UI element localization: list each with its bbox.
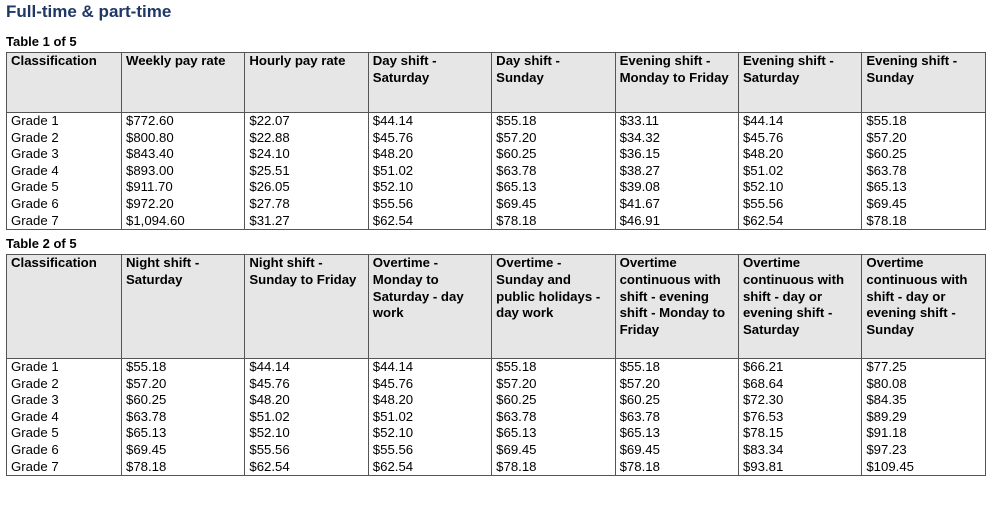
table-cell: Grade 2 bbox=[7, 130, 122, 147]
table-cell: $48.20 bbox=[738, 146, 861, 163]
table-cell: $77.25 bbox=[862, 359, 985, 376]
table-cell: $57.20 bbox=[122, 376, 245, 393]
table-cell: $55.18 bbox=[492, 113, 615, 130]
table-cell: $57.20 bbox=[862, 130, 985, 147]
table-cell: Grade 4 bbox=[7, 163, 122, 180]
table-row bbox=[7, 459, 986, 476]
table-cell: $69.45 bbox=[122, 442, 245, 459]
column-header-night-shift-saturday: Night shift - Saturday bbox=[122, 255, 245, 359]
table-cell: $65.13 bbox=[492, 179, 615, 196]
column-header-overtime-evening-weekday: Overtime continuous with shift - evening shift - Monday to Friday bbox=[615, 255, 738, 359]
table-cell: $44.14 bbox=[368, 113, 491, 130]
table-cell: $69.45 bbox=[492, 196, 615, 213]
table-cell: $65.13 bbox=[492, 425, 615, 442]
table-cell: $78.18 bbox=[492, 459, 615, 476]
column-header-overtime-sunday: Overtime continuous with shift - day or evening shift - Sunday bbox=[862, 255, 985, 359]
table-cell: Grade 1 bbox=[7, 359, 122, 376]
table-row bbox=[7, 425, 986, 442]
column-header-night-shift-sunday-to-friday: Night shift - Sunday to Friday bbox=[245, 255, 368, 359]
table-cell: Grade 7 bbox=[7, 459, 122, 476]
table-row bbox=[7, 392, 986, 409]
table-cell: $48.20 bbox=[368, 146, 491, 163]
table-cell: $76.53 bbox=[738, 409, 861, 426]
table-row bbox=[7, 113, 986, 130]
table-cell: $51.02 bbox=[245, 409, 368, 426]
table-cell: $62.54 bbox=[245, 459, 368, 476]
table-cell: Grade 2 bbox=[7, 376, 122, 393]
table-cell: $55.56 bbox=[368, 442, 491, 459]
table-cell: $68.64 bbox=[738, 376, 861, 393]
table-cell: $109.45 bbox=[862, 459, 985, 476]
table-cell: $55.56 bbox=[368, 196, 491, 213]
table-row bbox=[7, 409, 986, 426]
table-cell: $52.10 bbox=[368, 179, 491, 196]
column-header-evening-shift-weekday: Evening shift - Monday to Friday bbox=[615, 53, 738, 113]
column-header-day-shift-saturday: Day shift - Saturday bbox=[368, 53, 491, 113]
table-cell: $48.20 bbox=[245, 392, 368, 409]
table-cell: $93.81 bbox=[738, 459, 861, 476]
table-cell: $46.91 bbox=[615, 213, 738, 230]
table-cell: $52.10 bbox=[245, 425, 368, 442]
table-cell: $62.54 bbox=[368, 213, 491, 230]
column-header-overtime-sun-holidays-day: Overtime - Sunday and public holidays - day work bbox=[492, 255, 615, 359]
table-cell: $78.18 bbox=[122, 459, 245, 476]
table-cell: $55.18 bbox=[122, 359, 245, 376]
table-cell: $69.45 bbox=[862, 196, 985, 213]
table-cell: Grade 3 bbox=[7, 146, 122, 163]
table-cell: $57.20 bbox=[615, 376, 738, 393]
table-cell: $60.25 bbox=[492, 146, 615, 163]
table-cell: $39.08 bbox=[615, 179, 738, 196]
table-cell: $26.05 bbox=[245, 179, 368, 196]
table-cell: Grade 3 bbox=[7, 392, 122, 409]
pay-rates-table-2 bbox=[6, 254, 986, 476]
table-cell: $55.56 bbox=[245, 442, 368, 459]
table-cell: $33.11 bbox=[615, 113, 738, 130]
table-cell: $84.35 bbox=[862, 392, 985, 409]
table-cell: $1,094.60 bbox=[122, 213, 245, 230]
table-cell: $78.18 bbox=[492, 213, 615, 230]
table-cell: $22.88 bbox=[245, 130, 368, 147]
table-cell: $55.56 bbox=[738, 196, 861, 213]
table-cell: $911.70 bbox=[122, 179, 245, 196]
table-cell: $893.00 bbox=[122, 163, 245, 180]
table-cell: $62.54 bbox=[738, 213, 861, 230]
table-cell: $97.23 bbox=[862, 442, 985, 459]
table-cell: Grade 5 bbox=[7, 425, 122, 442]
table-cell: $27.78 bbox=[245, 196, 368, 213]
column-header-evening-shift-sunday: Evening shift - Sunday bbox=[862, 53, 985, 113]
table-cell: $91.18 bbox=[862, 425, 985, 442]
table-cell: $60.25 bbox=[615, 392, 738, 409]
header-row bbox=[7, 255, 986, 359]
column-header-weekly-pay-rate: Weekly pay rate bbox=[122, 53, 245, 113]
table-cell: $78.15 bbox=[738, 425, 861, 442]
table-cell: $63.78 bbox=[862, 163, 985, 180]
table-cell: $44.14 bbox=[738, 113, 861, 130]
table-cell: Grade 4 bbox=[7, 409, 122, 426]
table-cell: $41.67 bbox=[615, 196, 738, 213]
table-cell: $24.10 bbox=[245, 146, 368, 163]
table-cell: $66.21 bbox=[738, 359, 861, 376]
table-cell: $45.76 bbox=[738, 130, 861, 147]
table-cell: $60.25 bbox=[122, 392, 245, 409]
table-cell: Grade 5 bbox=[7, 179, 122, 196]
table-row bbox=[7, 130, 986, 147]
table-cell: $78.18 bbox=[862, 213, 985, 230]
table-cell: $83.34 bbox=[738, 442, 861, 459]
table-cell: $63.78 bbox=[615, 409, 738, 426]
table-cell: $63.78 bbox=[492, 409, 615, 426]
table-cell: $34.32 bbox=[615, 130, 738, 147]
table-cell: $843.40 bbox=[122, 146, 245, 163]
table-2-caption: Table 2 of 5 bbox=[6, 236, 77, 251]
table-cell: $78.18 bbox=[615, 459, 738, 476]
table-cell: $60.25 bbox=[862, 146, 985, 163]
table-row bbox=[7, 376, 986, 393]
table-cell: $48.20 bbox=[368, 392, 491, 409]
table-row bbox=[7, 359, 986, 376]
table-cell: $65.13 bbox=[122, 425, 245, 442]
table-cell: $52.10 bbox=[368, 425, 491, 442]
column-header-day-shift-sunday: Day shift - Sunday bbox=[492, 53, 615, 113]
table-cell: $89.29 bbox=[862, 409, 985, 426]
table-cell: Grade 6 bbox=[7, 196, 122, 213]
table-cell: $45.76 bbox=[245, 376, 368, 393]
column-header-classification: Classification bbox=[7, 255, 122, 359]
table-cell: $44.14 bbox=[368, 359, 491, 376]
table-cell: $55.18 bbox=[492, 359, 615, 376]
table-cell: $772.60 bbox=[122, 113, 245, 130]
table-cell: Grade 1 bbox=[7, 113, 122, 130]
table-row bbox=[7, 442, 986, 459]
table-cell: $38.27 bbox=[615, 163, 738, 180]
table-cell: $52.10 bbox=[738, 179, 861, 196]
table-row bbox=[7, 146, 986, 163]
column-header-overtime-mon-sat-day: Overtime - Monday to Saturday - day work bbox=[368, 255, 491, 359]
table-cell: Grade 6 bbox=[7, 442, 122, 459]
table-cell: $57.20 bbox=[492, 130, 615, 147]
table-cell: $60.25 bbox=[492, 392, 615, 409]
table-1-caption: Table 1 of 5 bbox=[6, 34, 77, 49]
table-cell: $51.02 bbox=[738, 163, 861, 180]
table-cell: $69.45 bbox=[615, 442, 738, 459]
table-cell: $972.20 bbox=[122, 196, 245, 213]
table-cell: $80.08 bbox=[862, 376, 985, 393]
table-cell: $22.07 bbox=[245, 113, 368, 130]
table-cell: $65.13 bbox=[862, 179, 985, 196]
page-title: Full-time & part-time bbox=[6, 2, 172, 21]
table-cell: $44.14 bbox=[245, 359, 368, 376]
table-row bbox=[7, 179, 986, 196]
table-cell: $63.78 bbox=[492, 163, 615, 180]
table-row bbox=[7, 213, 986, 230]
table-cell: $800.80 bbox=[122, 130, 245, 147]
table-cell: $36.15 bbox=[615, 146, 738, 163]
table-cell: $55.18 bbox=[862, 113, 985, 130]
header-row bbox=[7, 53, 986, 113]
column-header-overtime-saturday: Overtime continuous with shift - day or evening shift - Saturday bbox=[738, 255, 861, 359]
table-row bbox=[7, 163, 986, 180]
table-cell: $62.54 bbox=[368, 459, 491, 476]
table-cell: $65.13 bbox=[615, 425, 738, 442]
table-cell: Grade 7 bbox=[7, 213, 122, 230]
table-cell: $51.02 bbox=[368, 163, 491, 180]
table-cell: $51.02 bbox=[368, 409, 491, 426]
column-header-evening-shift-saturday: Evening shift - Saturday bbox=[738, 53, 861, 113]
pay-rates-table-1 bbox=[6, 52, 986, 230]
table-cell: $72.30 bbox=[738, 392, 861, 409]
table-row bbox=[7, 196, 986, 213]
table-cell: $25.51 bbox=[245, 163, 368, 180]
table-cell: $45.76 bbox=[368, 130, 491, 147]
table-cell: $45.76 bbox=[368, 376, 491, 393]
table-cell: $63.78 bbox=[122, 409, 245, 426]
table-cell: $69.45 bbox=[492, 442, 615, 459]
table-cell: $57.20 bbox=[492, 376, 615, 393]
column-header-hourly-pay-rate: Hourly pay rate bbox=[245, 53, 368, 113]
table-cell: $31.27 bbox=[245, 213, 368, 230]
column-header-classification: Classification bbox=[7, 53, 122, 113]
table-cell: $55.18 bbox=[615, 359, 738, 376]
